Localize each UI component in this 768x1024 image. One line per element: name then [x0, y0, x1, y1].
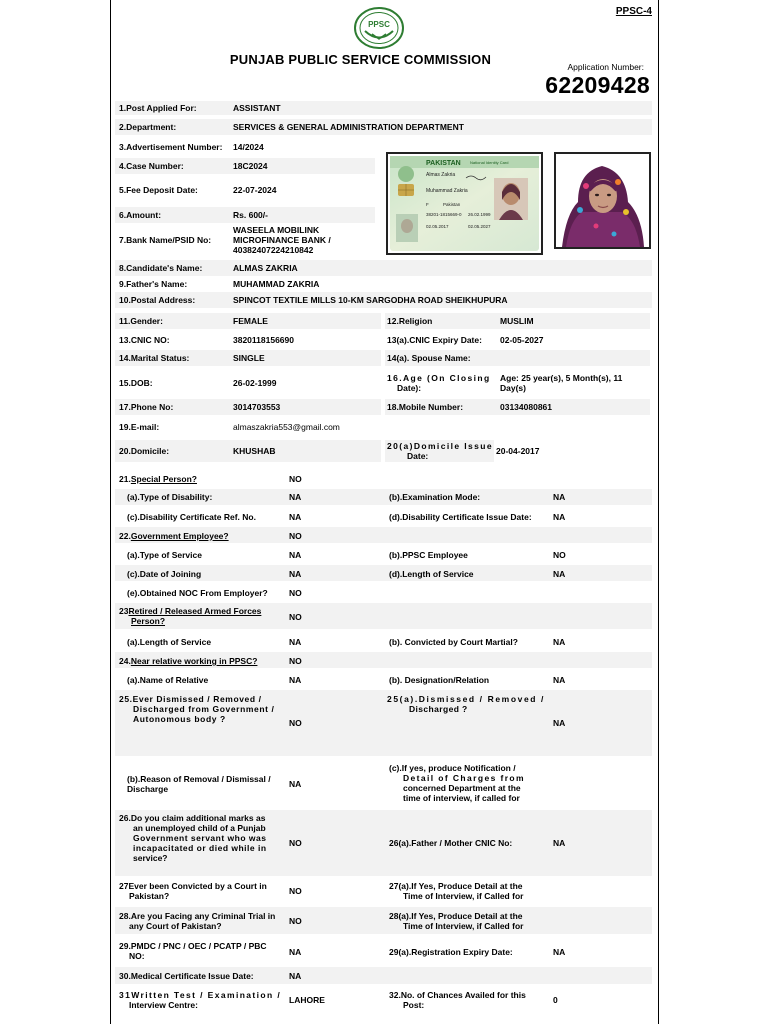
q21b-value: NA	[553, 492, 566, 502]
row-gender-religion	[115, 313, 652, 329]
q27-value: NO	[289, 886, 302, 896]
q21d-value: NA	[553, 512, 566, 522]
address-value: SPINCOT TEXTILE MILLS 10-KM SARGODHA ROAD SHEIKHUPURA	[233, 295, 508, 305]
cnic-subtitle: National Identity Card	[470, 160, 509, 165]
row-cnic	[115, 332, 652, 348]
q21-value: NO	[289, 474, 302, 484]
row-bank	[115, 223, 375, 257]
cnic-dob: 26.02.1999	[468, 212, 491, 217]
marital-value: SINGLE	[233, 350, 381, 366]
age-label: 16.Age (On Closing Date):	[387, 373, 491, 393]
q28-label: 28.Are you Facing any Criminal Trial in any Court of Pakistan?	[119, 911, 276, 931]
row-department	[115, 119, 652, 135]
cnic-gender: F	[426, 202, 429, 207]
row-candidate	[115, 260, 652, 276]
q29a-label: 29(a).Registration Expiry Date:	[389, 947, 513, 957]
q29a-value: NA	[553, 947, 566, 957]
religion-value: MUSLIM	[498, 313, 650, 329]
fee-date-value: 22-07-2024	[233, 185, 277, 195]
religion-label: 12.Religion	[385, 313, 498, 329]
q21a-label: (a).Type of Disability:	[127, 492, 213, 502]
q23a-label: (a).Length of Service	[127, 637, 212, 647]
cnic-expiry-label: 13(a).CNIC Expiry Date:	[387, 335, 482, 345]
cnic-country-code: Pakistan	[443, 202, 461, 207]
q22c-label: (c).Date of Joining	[127, 569, 202, 579]
cnic-id: 38201-1815669-0	[426, 212, 462, 217]
row-email	[115, 419, 652, 435]
q22-label: 22.Government Employee?	[119, 531, 229, 541]
dob-value: 26-02-1999	[233, 378, 277, 388]
department-value: SERVICES & GENERAL ADMINISTRATION DEPARTMENT	[233, 122, 464, 132]
q26a-label: 26(a).Father / Mother CNIC No:	[389, 838, 513, 848]
q28a-label: 28(a).If Yes, Produce Detail at the Time of Interview, if Called for	[389, 911, 524, 931]
cnic-issue: 02.05.2017	[426, 224, 449, 229]
row-domicile	[115, 440, 652, 462]
q32-value: 0	[553, 995, 558, 1005]
cnic-number-value: 3820118156690	[233, 335, 294, 345]
q26a-value: NA	[553, 838, 566, 848]
cnic-country: PAKISTAN	[426, 160, 461, 167]
department-label: 2.Department:	[119, 122, 177, 132]
q24a-value: NA	[289, 675, 302, 685]
candidate-value: ALMAS ZAKRIA	[233, 263, 298, 273]
q22d-label: (d).Length of Service	[389, 569, 474, 579]
q26-label: 26.Do you claim additional marks as an unemployed child of a Punjab Government servant who was incapacitated or died while in service?	[119, 813, 267, 863]
q32-label: 32.No. of Chances Availed for this Post:	[389, 990, 526, 1010]
q23-value: NO	[289, 612, 302, 622]
row-marital	[115, 350, 652, 366]
cnic-card-image	[386, 152, 543, 255]
cnic-number-label: 13.CNIC NO:	[119, 335, 170, 345]
bank-value: WASEELA MOBILINK MICROFINANCE BANK / 40382407224210842	[233, 225, 331, 255]
q27a-label: 27(a).If Yes, Produce Detail at the Time of Interview, if Called for	[389, 881, 524, 901]
q25b-label: (b).Reason of Removal / Dismissal / Discharge	[127, 774, 271, 794]
case-value: 18C2024	[233, 161, 268, 171]
post-value: ASSISTANT	[233, 103, 281, 113]
row-case	[115, 158, 375, 174]
candidate-photo	[554, 152, 651, 249]
post-label: 1.Post Applied For:	[119, 103, 197, 113]
q25b-value: NA	[289, 779, 302, 789]
q21a-value: NA	[289, 492, 302, 502]
father-value: MUHAMMAD ZAKRIA	[233, 279, 320, 289]
age-value: Age: 25 year(s), 5 Month(s), 11 Day(s)	[500, 373, 623, 393]
q21d-label: (d).Disability Certificate Issue Date:	[389, 512, 532, 522]
q23a-value: NA	[289, 637, 302, 647]
spouse-label: 14(a). Spouse Name:	[385, 350, 498, 366]
q22b-label: (b).PPSC Employee	[389, 550, 468, 560]
q31-value: LAHORE	[289, 995, 325, 1005]
address-label: 10.Postal Address:	[119, 295, 196, 305]
q24-label: 24.Near relative working in PPSC?	[119, 656, 258, 666]
row-phone	[115, 399, 652, 415]
cnic-expiry: 02.05.2027	[468, 224, 491, 229]
mobile-value: 03134080861	[498, 399, 650, 415]
application-number: 62209428	[545, 72, 650, 98]
q25-label: 25.Ever Dismissed / Removed / Discharged from Government / Autonomous body ?	[119, 694, 275, 724]
candidate-label: 8.Candidate's Name:	[119, 263, 203, 273]
q22a-value: NA	[289, 550, 302, 560]
bank-label: 7.Bank Name/PSID No:	[119, 235, 212, 245]
row-address	[115, 292, 652, 308]
q25-value: NO	[289, 718, 302, 728]
gender-value: FEMALE	[233, 313, 381, 329]
dob-label: 15.DOB:	[119, 378, 153, 388]
q21-label: 21.Special Person?	[119, 474, 197, 484]
q22a-label: (a).Type of Service	[127, 550, 202, 560]
q27-label: 27Ever been Convicted by a Court in Pakistan?	[119, 881, 267, 901]
domicile-value: KHUSHAB	[233, 440, 381, 462]
q31-label: 31Written Test / Examination / Interview Centre:	[119, 990, 282, 1010]
q29-label: 29.PMDC / PNC / OEC / PCATP / PBC NO:	[119, 941, 267, 961]
q24b-value: NA	[553, 675, 566, 685]
application-form-sheet	[110, 0, 659, 1024]
domicile-date-value: 20-04-2017	[496, 446, 540, 456]
q25c-label: (c).If yes, produce Notification / Detail of Charges from concerned Department at the time of interview, if called for	[389, 763, 525, 803]
cnic-expiry-value: 02-05-2027	[500, 335, 544, 345]
row-post	[115, 101, 652, 115]
advertisement-label: 3.Advertisement Number:	[119, 142, 223, 152]
page-title: PUNJAB PUBLIC SERVICE COMMISSION	[229, 52, 492, 67]
row-advertisement	[115, 140, 375, 154]
q29-value: NA	[289, 947, 302, 957]
q23-label: 23Retired / Released Armed Forces Person?	[119, 606, 262, 626]
marital-label: 14.Marital Status:	[115, 350, 233, 366]
q22c-value: NA	[289, 569, 302, 579]
amount-label: 6.Amount:	[119, 210, 162, 220]
ppsc-logo	[353, 6, 405, 50]
q26-value: NO	[289, 838, 302, 848]
q25a-value: NA	[553, 718, 566, 728]
row-dob-age	[115, 370, 652, 396]
spouse-value	[498, 350, 650, 366]
fee-date-label: 5.Fee Deposit Date:	[119, 185, 198, 195]
q21c-value: NA	[289, 512, 302, 522]
cnic-father: Muhammad Zakria	[426, 188, 468, 194]
phone-value: 3014703553	[233, 399, 381, 415]
q24-value: NO	[289, 656, 302, 666]
q21c-label: (c).Disability Certificate Ref. No.	[127, 512, 256, 522]
q23b-value: NA	[553, 637, 566, 647]
row-fee-date	[115, 182, 375, 198]
q23b-label: (b). Convicted by Court Martial?	[389, 637, 518, 647]
q22e-label: (e).Obtained NOC From Employer?	[127, 588, 268, 598]
phone-label: 17.Phone No:	[115, 399, 233, 415]
q24a-label: (a).Name of Relative	[127, 675, 209, 685]
father-label: 9.Father's Name:	[119, 279, 188, 289]
domicile-date-label: 20(a)Domicile Issue Date:	[387, 441, 493, 461]
q21b-label: (b).Examination Mode:	[389, 492, 481, 502]
domicile-label: 20.Domicile:	[115, 440, 233, 462]
row-father	[115, 277, 652, 291]
q25a-label: 25(a).Dismissed / Removed / Discharged ?	[387, 694, 545, 714]
q30-label: 30.Medical Certificate Issue Date:	[119, 971, 254, 981]
cnic-name: Almas Zakria	[426, 172, 456, 178]
q28-value: NO	[289, 916, 302, 926]
advertisement-value: 14/2024	[233, 142, 264, 152]
mobile-label: 18.Mobile Number:	[385, 399, 498, 415]
q22e-value: NO	[289, 588, 302, 598]
form-id: PPSC-4	[615, 6, 652, 17]
case-label: 4.Case Number:	[119, 161, 184, 171]
row-amount	[115, 207, 375, 223]
gender-label: 11.Gender:	[115, 313, 233, 329]
q22b-value: NO	[553, 550, 566, 560]
q22d-value: NA	[553, 569, 566, 579]
q22-value: NO	[289, 531, 302, 541]
q24b-label: (b). Designation/Relation	[389, 675, 490, 685]
q30-value: NA	[289, 971, 302, 981]
email-label: 19.E-mail:	[119, 422, 160, 432]
amount-value: Rs. 600/-	[233, 210, 268, 220]
logo-text: PPSC	[368, 20, 390, 29]
application-number-label: Application Number:	[567, 62, 644, 72]
email-value: almaszakria553@gmail.com	[233, 422, 340, 432]
